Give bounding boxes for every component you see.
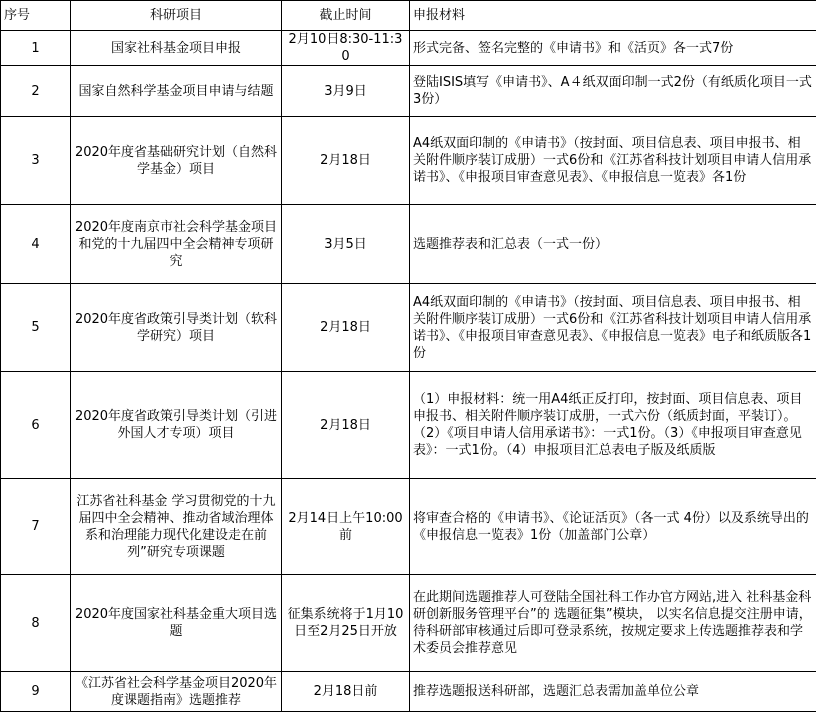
row-number: 6 (1, 372, 71, 479)
header-deadline: 截止时间 (282, 1, 410, 31)
materials: 推荐选题报送科研部，选题汇总表需加盖单位公章 (410, 672, 816, 712)
materials: A4纸双面印制的《申请书》（按封面、项目信息表、项目申报书、相关附件顺序装订成册）一式6份和《江苏省科技计划项目申请人信用承诺书》、《申报项目审查意见表》、《申报信息一览表》电子和纸质版各1份 (410, 284, 816, 372)
row-number: 8 (1, 575, 71, 672)
table-row (1, 31, 816, 66)
project-name: 江苏省社科基金 学习贯彻党的十九届四中全会精神、推动省域治理体系和治理能力现代化建设走在前列”研究专项课题 (71, 479, 282, 575)
materials: A4纸双面印制的《申请书》（按封面、项目信息表、项目申报书、相关附件顺序装订成册）一式6份和《江苏省科技计划项目申请人信用承诺书》、《申报项目审查意见表》、《申报信息一览表》各1份 (410, 117, 816, 205)
row-number: 2 (1, 66, 71, 117)
materials: 在此期间选题推荐人可登陆全国社科工作办官方网站,进入 社科基金科研创新服务管理平台”的 选题征集”模块， 以实名信息提交注册申请，待科研部审核通过后即可登录系统，按规定要求上传选题推荐表和学术委员会推荐意见 (410, 575, 816, 672)
row-number: 3 (1, 117, 71, 205)
header-project: 科研项目 (71, 1, 282, 31)
deadline: 2月18日 (282, 117, 410, 205)
materials: （1）申报材料：统一用A4纸正反打印，按封面、项目信息表、项目申报书、相关附件顺序装订成册，一式六份（纸质封面，平装订）。（2）《项目申请人信用承诺书》：一式1份。（3）《申报项目审查意见表》：一式1份。（4）申报项目汇总表电子版及纸质版 (410, 372, 816, 479)
row-number: 1 (1, 31, 71, 66)
deadline: 2月18日前 (282, 672, 410, 712)
header-serial-number: 序号 (1, 1, 71, 31)
header-row (1, 1, 816, 31)
deadline: 3月5日 (282, 205, 410, 284)
deadline: 征集系统将于1月10日至2月25日开放 (282, 575, 410, 672)
row-number: 4 (1, 205, 71, 284)
table-row (1, 284, 816, 372)
materials: 形式完备、签名完整的《申请书》和《活页》各一式7份 (410, 31, 816, 66)
deadline: 2月18日 (282, 284, 410, 372)
deadline: 2月10日8:30-11:30 (282, 31, 410, 66)
table-row (1, 117, 816, 205)
project-name: 国家自然科学基金项目申请与结题 (71, 66, 282, 117)
table-row (1, 479, 816, 575)
table-row (1, 672, 816, 712)
materials: 选题推荐表和汇总表（一式一份） (410, 205, 816, 284)
materials: 将审查合格的《申请书》、《论证活页》（各一式 4份）以及系统导出的《申报信息一览表》1份（加盖部门公章） (410, 479, 816, 575)
table-row (1, 205, 816, 284)
materials: 登陆ISIS填写《申请书》、A４纸双面印制一式2份（有纸质化项目一式3份） (410, 66, 816, 117)
table-row (1, 372, 816, 479)
row-number: 7 (1, 479, 71, 575)
deadline: 3月9日 (282, 66, 410, 117)
row-number: 9 (1, 672, 71, 712)
project-name: 《江苏省社会科学基金项目2020年度课题指南》选题推荐 (71, 672, 282, 712)
project-name: 2020年度省基础研究计划（自然科学基金）项目 (71, 117, 282, 205)
table-row (1, 575, 816, 672)
deadline: 2月18日 (282, 372, 410, 479)
project-name: 2020年度南京市社会科学基金项目和党的十九届四中全会精神专项研究 (71, 205, 282, 284)
deadline: 2月14日上午10:00前 (282, 479, 410, 575)
project-name: 国家社科基金项目申报 (71, 31, 282, 66)
project-name: 2020年度省政策引导类计划（软科学研究）项目 (71, 284, 282, 372)
project-name: 2020年度省政策引导类计划（引进外国人才专项）项目 (71, 372, 282, 479)
table-row (1, 66, 816, 117)
project-name: 2020年度国家社科基金重大项目选题 (71, 575, 282, 672)
header-materials: 申报材料 (410, 1, 816, 31)
row-number: 5 (1, 284, 71, 372)
